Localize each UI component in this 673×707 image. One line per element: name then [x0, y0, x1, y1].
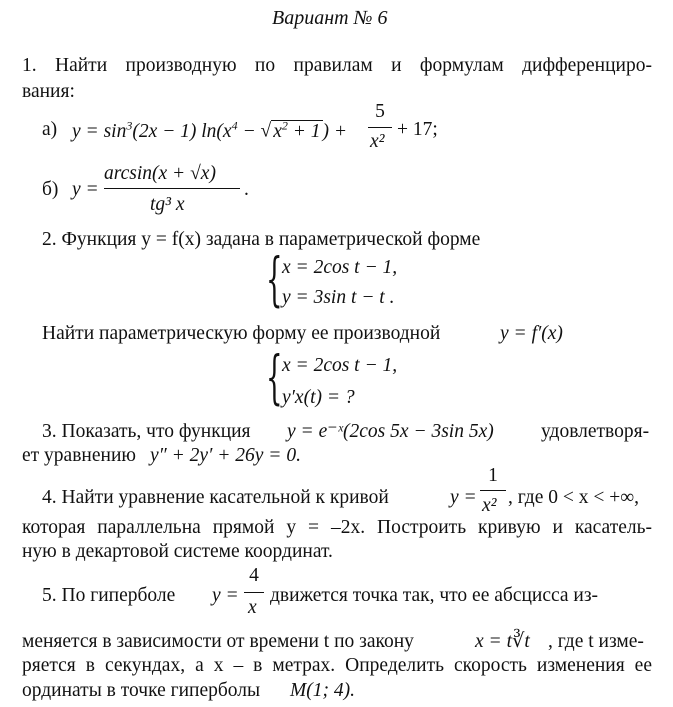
system1-y: y = 3sin t − t . [282, 287, 395, 308]
task1-b-den: tg³ x [150, 194, 185, 215]
task1-b-frac-bar [104, 188, 240, 189]
task2-line1: 2. Функция y = f(x) задана в параметрической форме [42, 229, 481, 250]
task1-b-dot: . [244, 179, 249, 200]
task3-line1-b: удовлетворя- [541, 421, 650, 442]
task1-a-tail: + 17; [397, 119, 438, 140]
task1-b-y: y = [72, 179, 99, 200]
system1-brace: { [266, 245, 283, 313]
system2-y: y′x(t) = ? [282, 387, 355, 408]
task5-line2-a: меняется в зависимости от времени t по закону [22, 631, 414, 652]
task1-b-num: arcsin(x + √x) [104, 163, 216, 184]
task2-line2-formula: y = f′(x) [500, 323, 563, 344]
task1-a-frac-den: x² [370, 131, 385, 152]
page-title: Вариант № 6 [272, 7, 388, 29]
task4-line3: ную в декартовой системе координат. [22, 541, 333, 562]
task5-line2-b: , где t изме- [548, 631, 644, 652]
task1-line1: 1. Найти производную по правилам и формулам дифференциро- [22, 55, 652, 76]
system2-x: x = 2cos t − 1, [282, 355, 398, 376]
task5-line1-b: движется точка так, что ее абсцисса из- [270, 585, 599, 606]
task5-frac-den: x [248, 597, 257, 618]
task4-frac-bar [480, 490, 506, 491]
task5-frac-bar [244, 592, 264, 593]
task5-line1-y: y = [212, 585, 239, 606]
task4-line2: которая параллельна прямой y = –2x. Построить кривую и касатель- [22, 517, 652, 538]
task3-line1-formula: y = e⁻ˣ(2cos 5x − 3sin 5x) [287, 421, 494, 442]
task1-line2: вания: [22, 81, 75, 102]
task4-frac-den: x² [482, 495, 497, 516]
task5-line2-formula: x = t∛t [475, 631, 530, 652]
task3-line2-a: ет уравнению [22, 445, 136, 466]
task4-line1-a: 4. Найти уравнение касательной к кривой [42, 487, 389, 508]
task3-line1-a: 3. Показать, что функция [42, 421, 251, 442]
task1-a-frac-num: 5 [375, 101, 385, 122]
task5-frac-num: 4 [249, 565, 259, 586]
task5-line4-a: ординаты в точке гиперболы [22, 680, 261, 701]
system1-x: x = 2cos t − 1, [282, 257, 398, 278]
task1-a-label: а) [42, 119, 58, 140]
task1-a-frac-bar [368, 127, 392, 128]
task1-b-label: б) [42, 179, 59, 200]
task5-line1-a: 5. По гиперболе [42, 585, 176, 606]
task5-line3: ряется в секундах, а x – в метрах. Определить скорость изменения ее [22, 655, 652, 676]
task4-line1-b: , где 0 < x < +∞, [508, 487, 639, 508]
task5-line4-formula: M(1; 4). [290, 680, 355, 701]
task4-line1-y: y = [450, 487, 477, 508]
task3-line2-formula: y″ + 2y′ + 26y = 0. [150, 445, 301, 466]
task2-line2: Найти параметрическую форму ее производной [42, 323, 441, 344]
task1-a-formula: $y = \sin^3(2x - 1) \ln(x^4$ − √ $x^2 + 1$ ) + [72, 118, 348, 142]
system2-brace: { [266, 343, 283, 411]
task4-frac-num: 1 [488, 465, 498, 486]
